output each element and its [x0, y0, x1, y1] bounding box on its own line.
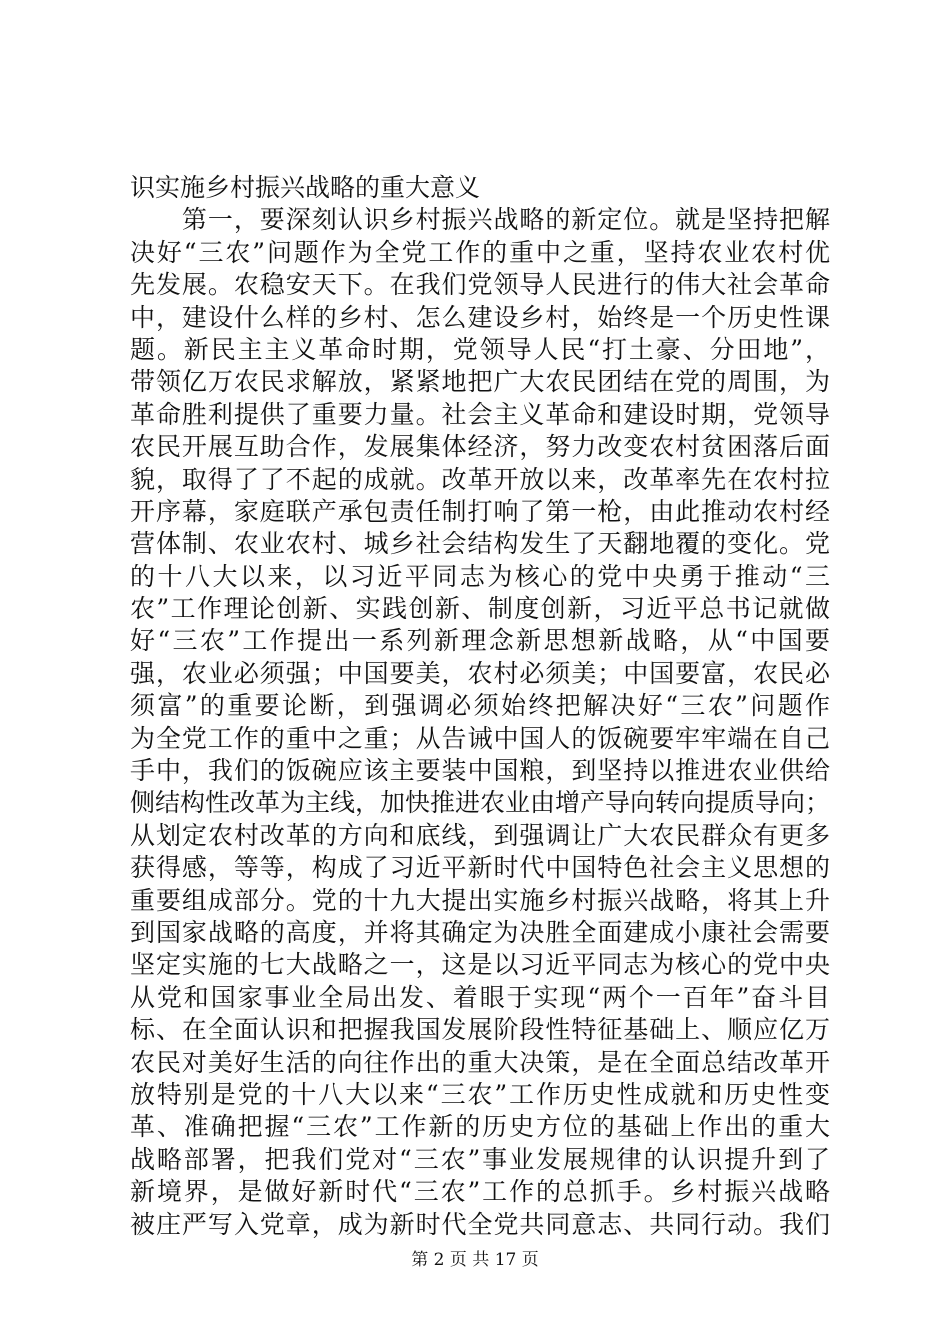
- paragraph-line: 放特别是党的十八大以来“三农”工作历史性成就和历史性变: [130, 1079, 830, 1109]
- paragraph-line: 坚定实施的七大战略之一，这是以习近平同志为核心的党中央: [130, 950, 830, 980]
- paragraph-line: 新境界，是做好新时代“三农”工作的总抓手。乡村振兴战略: [130, 1177, 830, 1207]
- paragraph-line: 农民对美好生活的向往作出的重大决策，是在全面总结改革开: [130, 1047, 830, 1077]
- paragraph-line: 貌，取得了了不起的成就。改革开放以来，改革率先在农村拉: [130, 464, 830, 494]
- paragraph-line: 开序幕，家庭联产承包责任制打响了第一枪，由此推动农村经: [130, 496, 830, 526]
- paragraph-line: 农”工作理论创新、实践创新、制度创新，习近平总书记就做: [130, 594, 830, 624]
- heading-line: 识实施乡村振兴战略的重大意义: [130, 173, 481, 202]
- paragraph-line: 营体制、农业农村、城乡社会结构发生了天翻地覆的变化。党: [130, 529, 830, 559]
- paragraph-line: 从党和国家事业全局出发、着眼于实现“两个一百年”奋斗目: [130, 982, 830, 1012]
- paragraph-line: 的十八大以来，以习近平同志为核心的党中央勇于推动“三: [130, 561, 830, 591]
- paragraph-line: 题。新民主主义革命时期，党领导人民“打土豪、分田地”，: [130, 334, 830, 364]
- paragraph-line: 带领亿万农民求解放，紧紧地把广大农民团结在党的周围，为: [130, 367, 830, 397]
- document-body: [130, 172, 830, 1241]
- paragraph-line: 革、准确把握“三农”工作新的历史方位的基础上作出的重大: [130, 1112, 830, 1142]
- paragraph-line: 先发展。农稳安天下。在我们党领导人民进行的伟大社会革命: [130, 270, 830, 300]
- paragraph-line: 标、在全面认识和把握我国发展阶段性特征基础上、顺应亿万: [130, 1015, 830, 1045]
- paragraph-line: 手中，我们的饭碗应该主要装中国粮，到坚持以推进农业供给: [130, 756, 830, 786]
- paragraph-line: 好“三农”工作提出一系列新理念新思想新战略，从“中国要: [130, 626, 830, 656]
- paragraph-line: 战略部署，把我们党对“三农”事业发展规律的认识提升到了: [130, 1144, 830, 1174]
- paragraph-line: 须富”的重要论断，到强调必须始终把解决好“三农”问题作: [130, 691, 830, 721]
- paragraph-line: 获得感，等等，构成了习近平新时代中国特色社会主义思想的: [130, 853, 830, 883]
- paragraph-line: 侧结构性改革为主线，加快推进农业由增产导向转向提质导向；: [130, 788, 831, 818]
- paragraph-line: 被庄严写入党章，成为新时代全党共同意志、共同行动。我们: [130, 1209, 830, 1239]
- paragraph-line: 第一，要深刻认识乡村振兴战略的新定位。就是坚持把解: [130, 205, 830, 235]
- paragraph-line: 农民开展互助合作，发展集体经济，努力改变农村贫困落后面: [130, 432, 830, 462]
- paragraph-line: 决好“三农”问题作为全党工作的重中之重，坚持农业农村优: [130, 237, 830, 267]
- paragraph-line: 革命胜利提供了重要力量。社会主义革命和建设时期，党领导: [130, 399, 830, 429]
- page-number-footer: 第 2 页 共 17 页: [411, 1250, 539, 1270]
- paragraph-line: 中，建设什么样的乡村、怎么建设乡村，始终是一个历史性课: [130, 302, 830, 332]
- paragraph-line: 重要组成部分。党的十九大提出实施乡村振兴战略，将其上升: [130, 885, 830, 915]
- paragraph-line: 到国家战略的高度，并将其确定为决胜全面建成小康社会需要: [130, 917, 830, 947]
- paragraph-line: 为全党工作的重中之重；从告诫中国人的饭碗要牢牢端在自己: [130, 723, 830, 753]
- paragraph-line: 强，农业必须强；中国要美，农村必须美；中国要富，农民必: [130, 658, 830, 688]
- paragraph-line: 从划定农村改革的方向和底线，到强调让广大农民群众有更多: [130, 820, 830, 850]
